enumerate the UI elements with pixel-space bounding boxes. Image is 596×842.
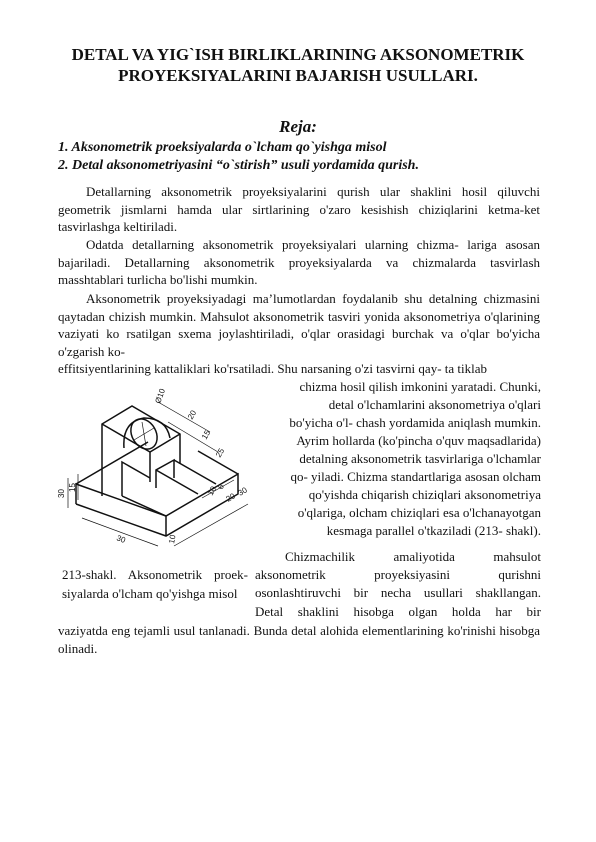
dim-label: 20 [185,408,199,421]
center-line [142,422,146,446]
isometric-drawing [57,378,254,550]
wrap-line: osonlashtiruvchi bir necha usullari shakllangan. [255,585,541,600]
dim-label: Ø10 [153,387,168,405]
dim-label: 10 [167,534,178,545]
slot-edge [174,460,216,484]
dim-label: 25 [213,446,227,459]
document-title: DETAL VA YIG`ISH BIRLIKLARINING AKSONOMETRIK PROYEKSIYALARINI BAJARISH USULLARI. [71,45,525,85]
wrap-line: aksonometrik proyeksiyasini qurishni [255,567,541,582]
dim-label: 30 [115,533,127,545]
plan-item-1: 1. Aksonometrik proeksiyalarda o`lcham qo`yishga misol [58,140,387,155]
slot-edge [156,470,198,494]
wrap-line: Ayrim hollarda (ko'pincha o'quv maqsadlarida) [296,433,541,448]
slot [156,460,174,488]
paragraph-3: Aksonometrik proyeksiyadagi ma’lumotlardan foydalanib shu detalning chizmasini qaytadan chizish mumkin. Mahsulot aksonometrik tasviri yonida aksonometriya o'qlarining vaziyati ko rsatilgan sxema joylashtiriladi, o'qlar orasidagi burchak va o'qlar bo'yicha o'zgarish ko- [58,291,540,359]
wrap-line: Detal shaklini hisobga olgan holda har bir [255,604,541,619]
inner-edge [122,496,166,516]
paragraph-last: vaziyatda eng tejamli usul tanlanadi. Bunda detal alohida elementlarining ko'rinishi hisobga olinadi. [58,623,540,656]
wrap-line: qo'yishda chiqarish chiziqlari aksonometriya [308,487,541,502]
paragraph-1: Detallarning aksonometrik proyeksiyalarini qurish ular shaklini hosil qiluvchi geometrik jismlarni hamda ular sirtlarining o'zaro kesishish chiziqlarini ketma-ket tasvirlashga keltiriladi. [58,184,540,235]
wrap-line: o'qlariga, olcham chiziqlari esa o'lchanayotgan [297,505,541,520]
plan-heading: Reja: [279,117,317,136]
wrap-line: detalning aksonometrik tasvirlariga o'lchamlar [299,451,541,466]
isometric-figure [57,378,254,555]
wrap-line: qo- yiladi. Chizma standartlariga asosan olcham [290,469,541,484]
dim-label: 30 [57,489,66,498]
wrap-line: chizma hosil qilish imkonini yaratadi. Chunki, [299,379,541,394]
plan-item-2: 2. Detal aksonometriyasini “o`stirish” usuli yordamida qurish. [58,158,419,173]
inner-block [122,462,150,496]
paragraph-2: Odatda detallarning aksonometrik proyeksiyalari ularning chizma- lariga asosan bajariladi. Detallarning aksonometrik proyeksiyalarda va chizmalarda tasvirlash masshtablari turlicha bo'lishi mumkin. [58,237,540,288]
wrap-line: kesmaga parallel o'tkaziladi (213- shakl). [326,523,541,538]
wrap-line: bo'yicha o'l- chash yordamida aniqlash mumkin. [289,415,541,430]
dim-label: 15 [199,428,213,441]
figure-caption: 213-shakl. Aksonometrik proek- siyalarda o'lcham qo'yishga misol [62,567,248,601]
dim-label: 10 [205,484,219,497]
dim-label: 15 [68,483,77,492]
base-top-edge [76,442,148,484]
dim-label: 6 [215,482,226,491]
wrap-line: detal o'lchamlarini aksonometriya o'qlari [328,397,541,412]
wrap-line: Chizmachilik amaliyotida mahsulot [285,549,541,564]
dim-label: 20 [224,491,237,504]
dim-label: 30 [236,485,249,498]
paragraph-3-continuation: effitsiyentlarining kattaliklari ko'rsatiladi. Shu narsaning o'zi tasvirni qay- ta tiklab [58,361,488,376]
